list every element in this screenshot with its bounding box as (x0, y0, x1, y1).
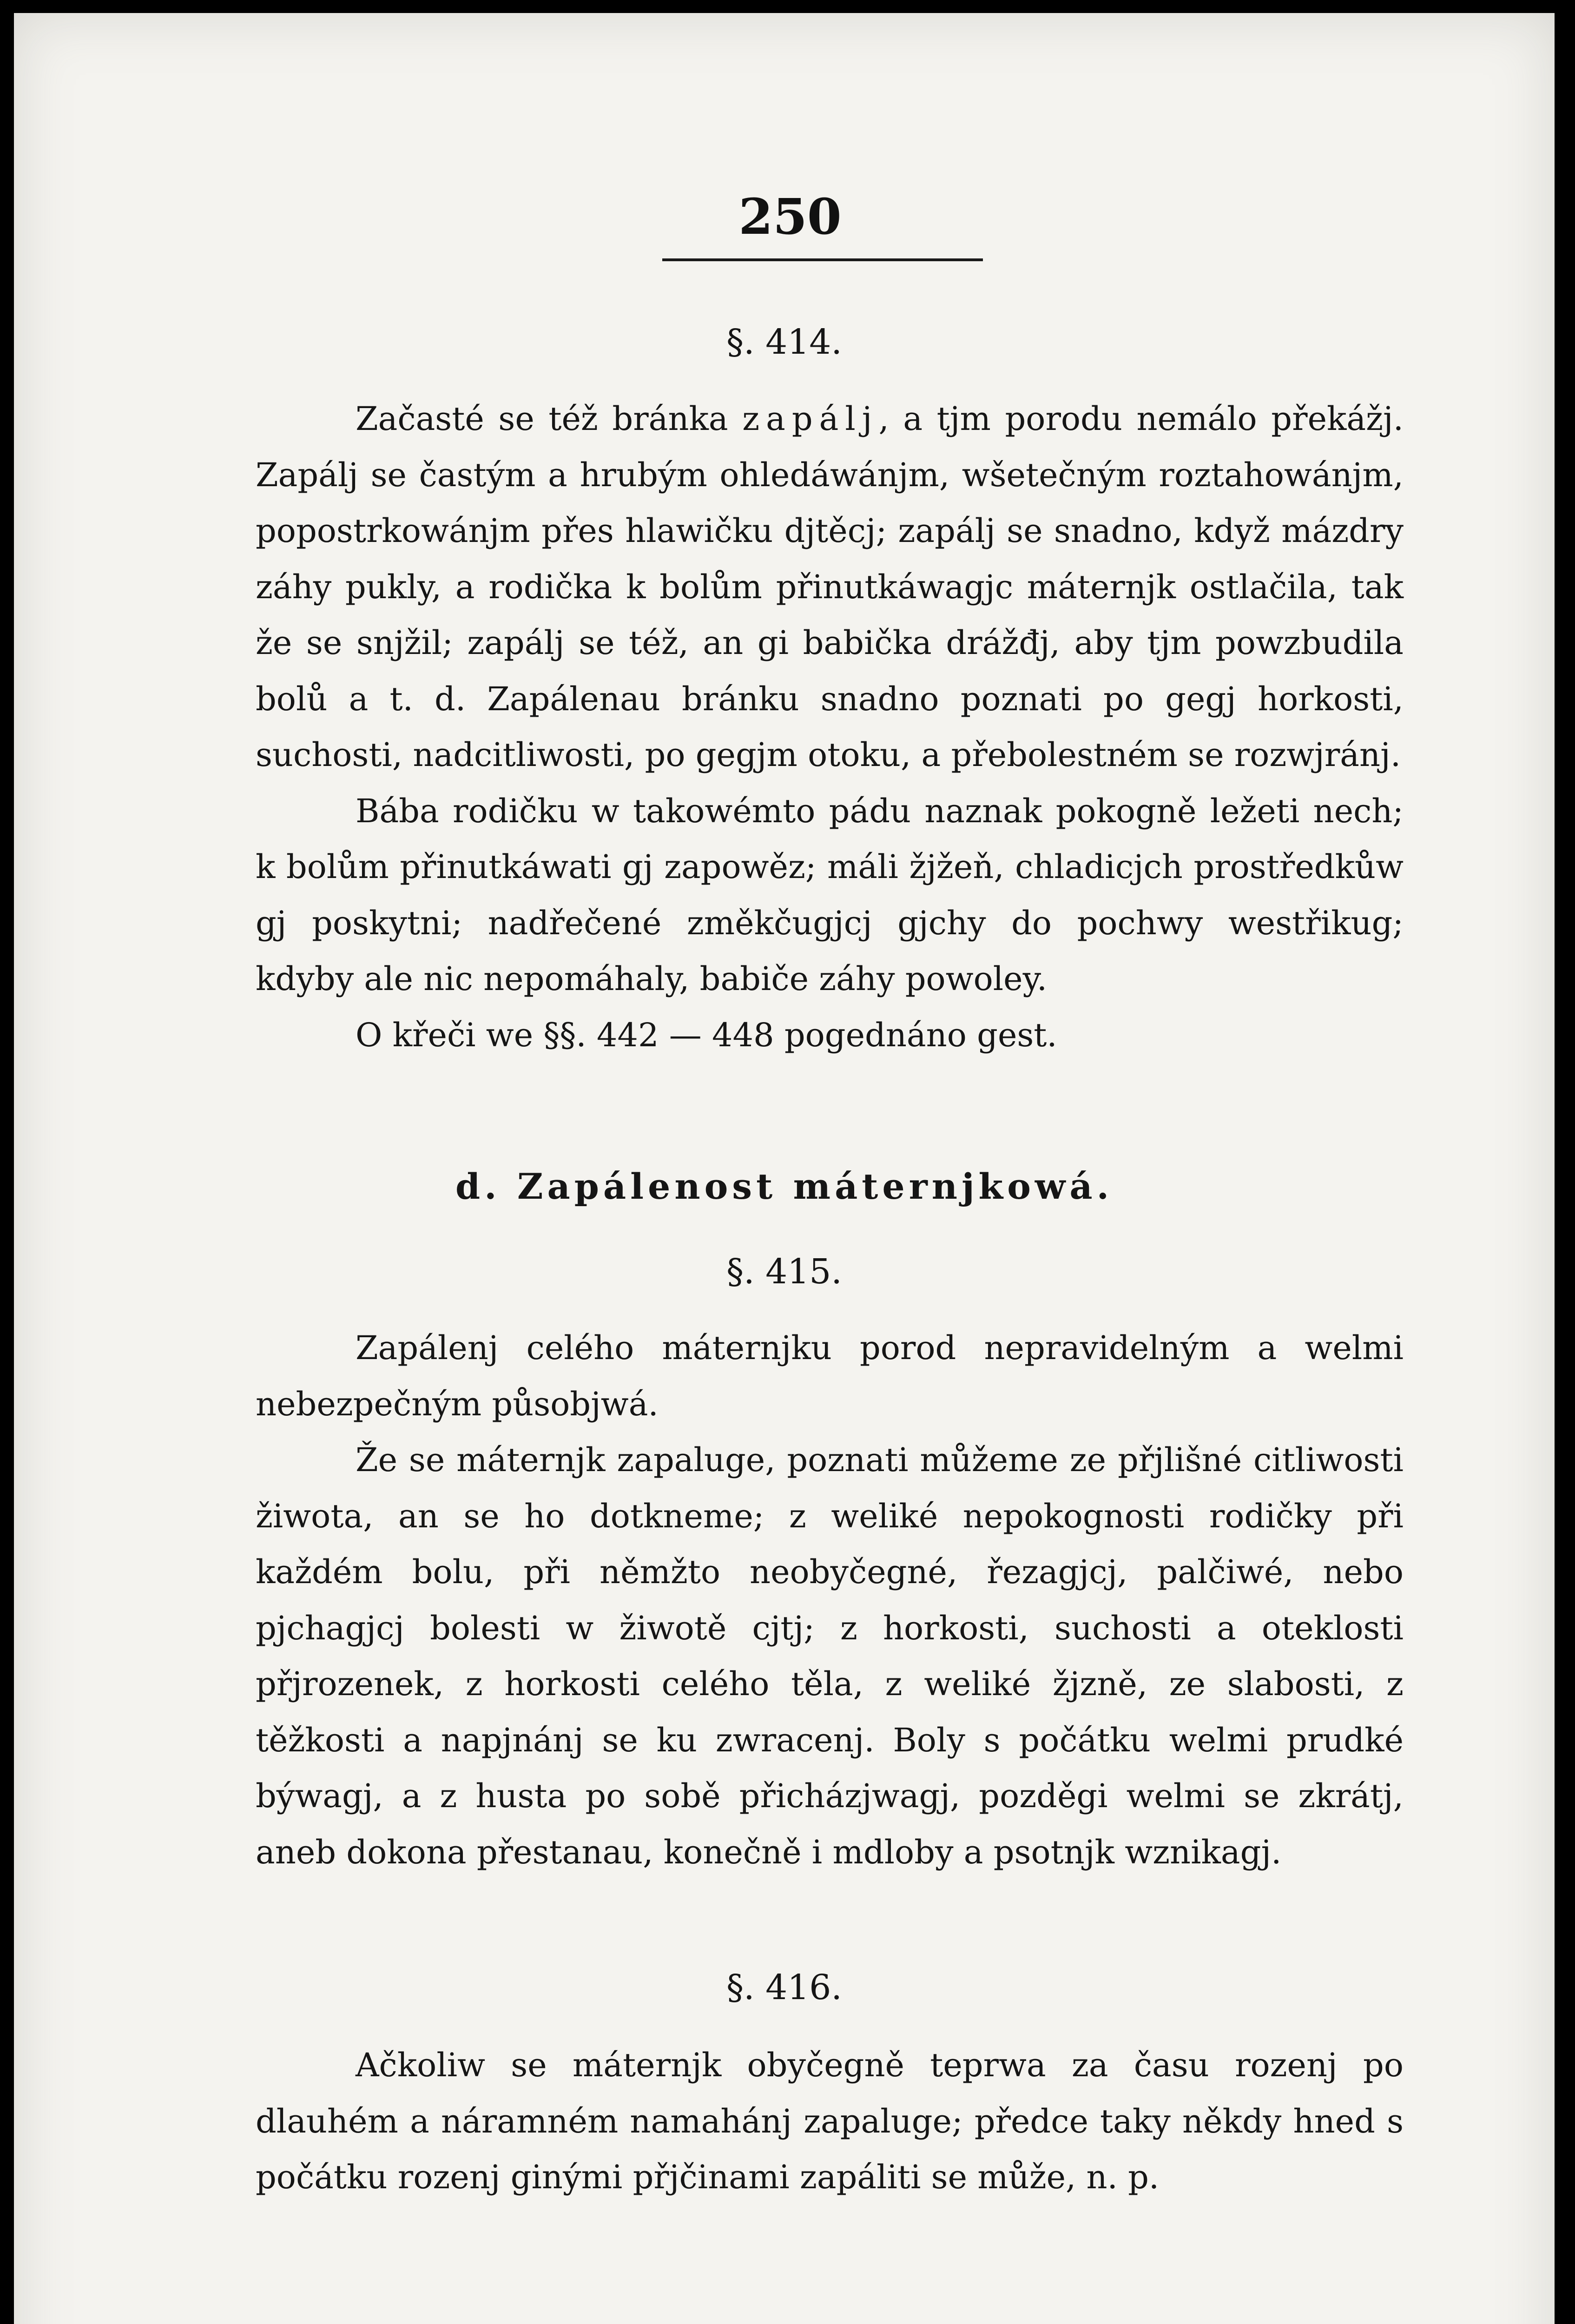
paragraph: Že se máternjk zapaluge, poznati můžeme ze přjlišné citliwosti žiwota, an se ho dotkneme; z weliké nepokognosti rodičky při každém bolu, při němžto neobyčegné, řezagjcj, palčiwé, nebo pjchagjcj bolesti w žiwotě cjtj; z horkosti, suchosti a oteklosti přjrozenek, z horkosti celého těla, z weliké žjzně, ze slabosti, z těžkosti a napjnánj se ku zwracenj. Boly s počátku welmi prudké býwagj, a z husta po sobě přicházjwagj, pozděgi welmi se zkrátj, aneb dokona přestanau, konečně i mdloby a psotnjk wznikagj. (256, 1441, 1404, 1871)
subsection-title (14, 1166, 1555, 1207)
section-415-body (256, 1320, 1404, 1880)
section-heading-415: §. 415. (726, 1252, 842, 1292)
section-416-body (256, 2037, 1404, 2205)
paragraph: O křeči we §§. 442 — 448 pogednáno gest. (356, 1016, 1057, 1054)
section-heading-416: §. 416. (726, 1967, 842, 2007)
page-number: 250 (738, 187, 842, 245)
header-rule (662, 258, 983, 261)
paragraph-text: , a tjm porodu nemálo překážj. Zapálj se častým a hrubým ohledáwánjm, wšetečným roztahowánjm, popostrkowánjm přes hlawičku djtěcj; zapálj se snadno, když mázdry záhy pukly, a rodička k bolům přinutkáwagjc máternjk ostlačila, tak že se snjžil; zapálj se též, an gi babička drážđj, aby tjm powzbudila bolů a t. d. Zapálenau bránku snadno poznati po gegj horkosti, suchosti, nadcitliwosti, po gegjm otoku, a přebolestném se rozwjránj. (256, 400, 1404, 774)
paragraph: Ačkoliw se máternjk obyčegně teprwa za času rozenj po dlauhém a náramném namahánj zapaluge; předce taky někdy hned s počátku rozenj ginými přjčinami zapáliti se může, n. p. (256, 2046, 1404, 2196)
book-page (14, 13, 1555, 2324)
subsection-name: Zapálenost máternjkowá. (517, 1166, 1114, 1207)
paragraph: Bába rodičku w takowémto pádu naznak pokogně ležeti nech; k bolům přinutkáwati gj zapowěz; máli žjžeň, chladicjch prostředkůw gj poskytni; nadřečené změkčugjcj gjchy do pochwy westřikug; kdyby ale nic nepomáhaly, babiče záhy powoley. (256, 792, 1404, 998)
section-414-body (256, 391, 1404, 1063)
paragraph (256, 391, 1404, 783)
paragraph: Zapálenj celého máternjku porod nepravidelným a welmi nebezpečným působjwá. (256, 1329, 1404, 1423)
paragraph-text: Začasté se též bránka (356, 400, 743, 438)
emphasized-term: zapálj (742, 400, 879, 438)
section-heading-414: §. 414. (726, 322, 842, 362)
subsection-letter: d. (455, 1166, 501, 1207)
